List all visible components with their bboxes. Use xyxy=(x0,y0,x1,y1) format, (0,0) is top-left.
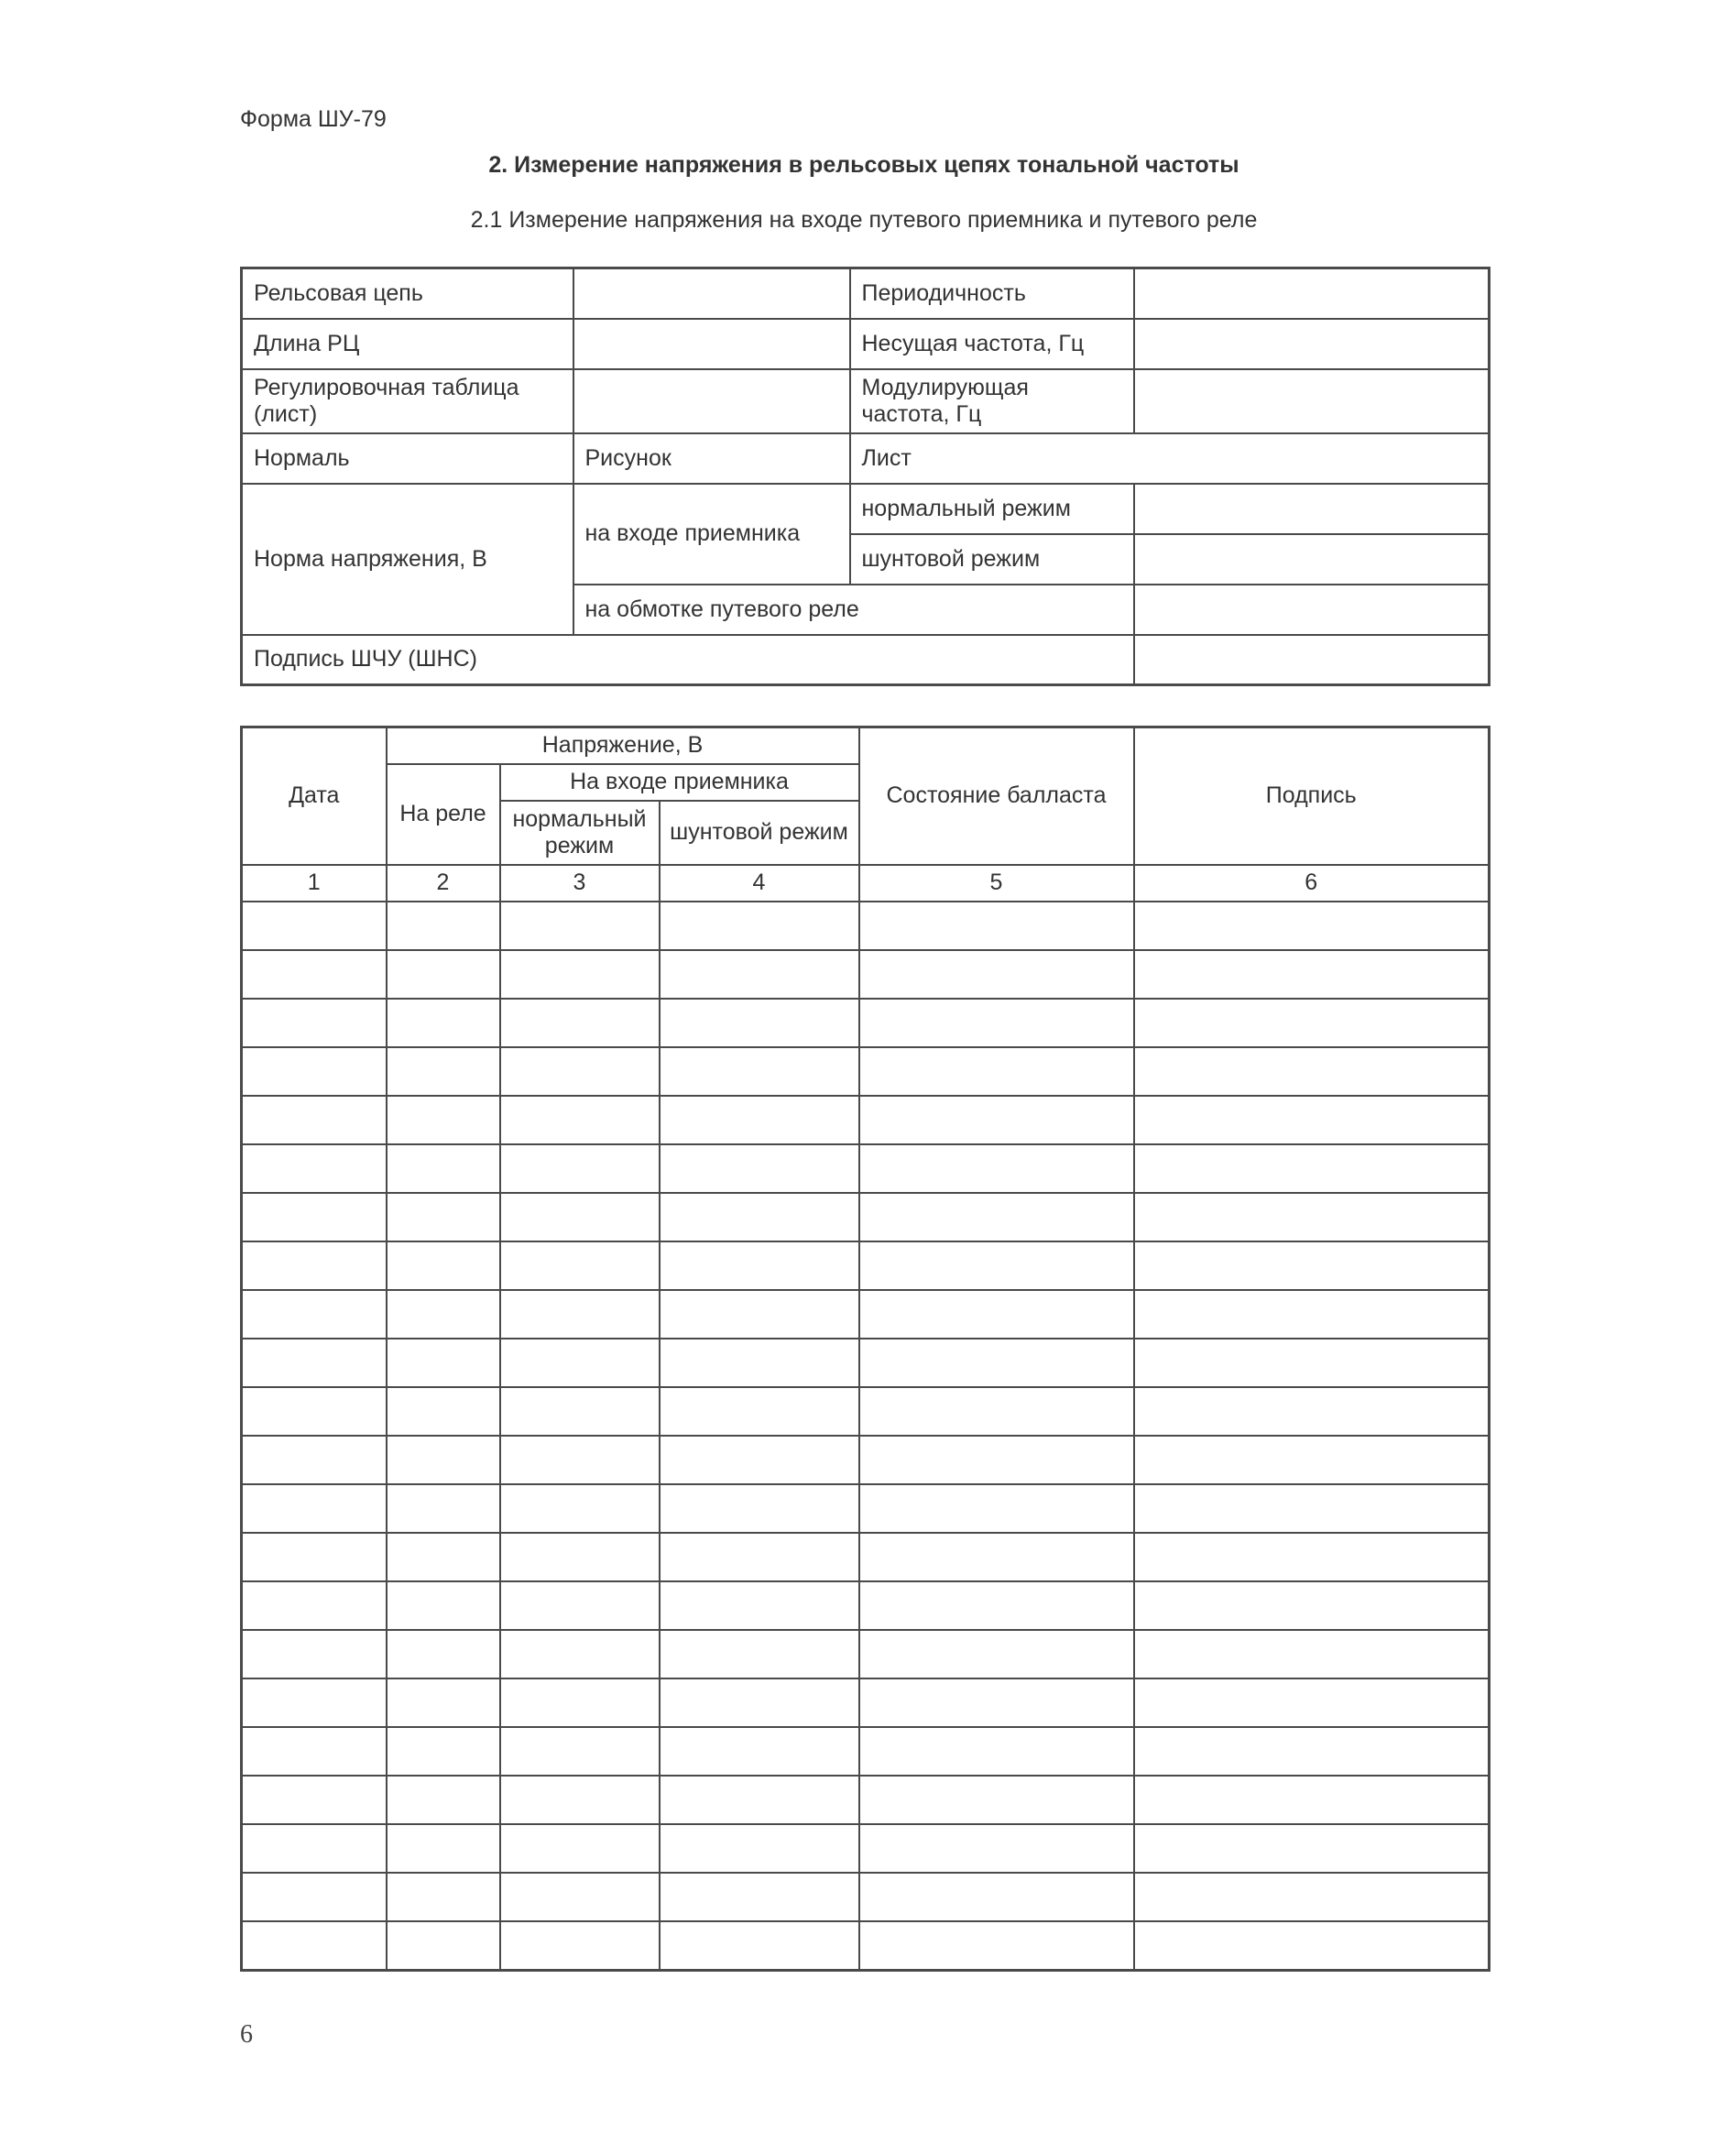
entry-cell[interactable] xyxy=(500,1047,660,1096)
entry-cell[interactable] xyxy=(859,1727,1134,1776)
entry-cell[interactable] xyxy=(1134,1727,1490,1776)
entry-cell[interactable] xyxy=(859,1290,1134,1339)
entry-cell[interactable] xyxy=(1134,1047,1490,1096)
entry-cell[interactable] xyxy=(242,1484,387,1533)
label-rc-length: Длина РЦ xyxy=(242,319,573,369)
entry-cell[interactable] xyxy=(859,1144,1134,1193)
info-table xyxy=(240,267,1490,686)
entry-cell[interactable] xyxy=(859,1241,1134,1290)
column-number: 4 xyxy=(660,865,859,902)
entry-cell[interactable] xyxy=(1134,1776,1490,1824)
entry-cell[interactable] xyxy=(387,1873,500,1921)
entry-cell[interactable] xyxy=(387,1047,500,1096)
field-periodicity[interactable] xyxy=(1134,268,1490,319)
entry-cell[interactable] xyxy=(660,1630,859,1678)
entry-cell[interactable] xyxy=(500,950,660,999)
entry-cell[interactable] xyxy=(500,1678,660,1727)
entry-cell[interactable] xyxy=(242,1533,387,1581)
entry-cell[interactable] xyxy=(387,1241,500,1290)
entry-cell[interactable] xyxy=(500,1921,660,1971)
field-rail-circuit[interactable] xyxy=(573,268,850,319)
field-rc-length[interactable] xyxy=(573,319,850,369)
entry-cell[interactable] xyxy=(242,1144,387,1193)
entry-cell[interactable] xyxy=(387,1776,500,1824)
header-at-receiver-input: На входе приемника xyxy=(500,764,859,801)
entry-cell[interactable] xyxy=(660,950,859,999)
entry-cell[interactable] xyxy=(500,1873,660,1921)
field-normal-mode[interactable] xyxy=(1134,484,1490,534)
header-voltage: Напряжение, В xyxy=(387,727,859,764)
entry-cell[interactable] xyxy=(859,1824,1134,1873)
table-row xyxy=(242,1581,1490,1630)
entry-cell[interactable] xyxy=(660,1921,859,1971)
label-periodicity: Периодичность xyxy=(850,268,1134,319)
field-carrier-frequency[interactable] xyxy=(1134,319,1490,369)
entry-cell[interactable] xyxy=(387,1096,500,1144)
entry-cell[interactable] xyxy=(859,1484,1134,1533)
entry-cell[interactable] xyxy=(387,1144,500,1193)
entry-cell[interactable] xyxy=(660,1241,859,1290)
entry-cell[interactable] xyxy=(242,1241,387,1290)
field-signature-shchu[interactable] xyxy=(1134,635,1490,685)
entry-cell[interactable] xyxy=(387,1533,500,1581)
entry-cell[interactable] xyxy=(500,902,660,950)
column-number: 6 xyxy=(1134,865,1490,902)
entry-cell[interactable] xyxy=(500,1533,660,1581)
entry-cell[interactable] xyxy=(1134,1387,1490,1436)
column-number: 1 xyxy=(242,865,387,902)
entry-cell[interactable] xyxy=(500,1193,660,1241)
entry-cell[interactable] xyxy=(859,1630,1134,1678)
entry-cell[interactable] xyxy=(859,1678,1134,1727)
entry-cell[interactable] xyxy=(387,1678,500,1727)
log-table-body xyxy=(242,902,1490,1971)
entry-cell[interactable] xyxy=(500,1241,660,1290)
entry-cell[interactable] xyxy=(242,999,387,1047)
field-modulating-frequency[interactable] xyxy=(1134,369,1490,433)
entry-cell[interactable] xyxy=(660,1290,859,1339)
entry-cell[interactable] xyxy=(660,1727,859,1776)
entry-cell[interactable] xyxy=(859,1921,1134,1971)
entry-cell[interactable] xyxy=(387,950,500,999)
entry-cell[interactable] xyxy=(660,1387,859,1436)
entry-cell[interactable] xyxy=(500,1630,660,1678)
entry-cell[interactable] xyxy=(387,1484,500,1533)
entry-cell[interactable] xyxy=(660,1533,859,1581)
entry-cell[interactable] xyxy=(660,1339,859,1387)
table-row xyxy=(242,1873,1490,1921)
table-row xyxy=(242,1193,1490,1241)
table-row xyxy=(242,1824,1490,1873)
log-table xyxy=(240,726,1490,1972)
page-title: 2. Измерение напряжения в рельсовых цепях тональной частоты xyxy=(488,152,1239,178)
entry-cell[interactable] xyxy=(500,999,660,1047)
entry-cell[interactable] xyxy=(387,1436,500,1484)
label-carrier-frequency: Несущая частота, Гц xyxy=(850,319,1134,369)
entry-cell[interactable] xyxy=(859,1387,1134,1436)
entry-cell[interactable] xyxy=(242,1630,387,1678)
label-receiver-input: на входе приемника xyxy=(573,484,850,585)
entry-cell[interactable] xyxy=(387,1193,500,1241)
column-number-row xyxy=(242,865,1490,902)
entry-cell[interactable] xyxy=(242,1339,387,1387)
entry-cell[interactable] xyxy=(859,1096,1134,1144)
entry-cell[interactable] xyxy=(242,1581,387,1630)
entry-cell[interactable] xyxy=(387,1921,500,1971)
entry-cell[interactable] xyxy=(242,1873,387,1921)
label-regulation-table: Регулировочная таблица (лист) xyxy=(242,369,573,433)
entry-cell[interactable] xyxy=(387,1290,500,1339)
table-row xyxy=(242,1290,1490,1339)
header-on-relay: На реле xyxy=(387,764,500,865)
entry-cell[interactable] xyxy=(242,902,387,950)
entry-cell[interactable] xyxy=(859,1776,1134,1824)
header-date: Дата xyxy=(242,727,387,865)
entry-cell[interactable] xyxy=(500,1290,660,1339)
entry-cell[interactable] xyxy=(387,1727,500,1776)
entry-cell[interactable] xyxy=(242,950,387,999)
entry-cell[interactable] xyxy=(500,1339,660,1387)
entry-cell[interactable] xyxy=(1134,1096,1490,1144)
header-ballast-state: Состояние балласта xyxy=(859,727,1134,865)
table-row xyxy=(242,1727,1490,1776)
label-modulating-frequency: Модулирующая частота, Гц xyxy=(850,369,1134,433)
entry-cell[interactable] xyxy=(859,1581,1134,1630)
entry-cell[interactable] xyxy=(1134,1144,1490,1193)
label-normal-mode: нормальный режим xyxy=(850,484,1134,534)
table-row xyxy=(242,1096,1490,1144)
entry-cell[interactable] xyxy=(387,1630,500,1678)
table-row xyxy=(242,1533,1490,1581)
column-number: 3 xyxy=(500,865,660,902)
table-row xyxy=(242,1241,1490,1290)
entry-cell[interactable] xyxy=(387,999,500,1047)
field-relay-winding[interactable] xyxy=(1134,585,1490,635)
entry-cell[interactable] xyxy=(387,1824,500,1873)
label-sheet: Лист xyxy=(850,433,1490,484)
entry-cell[interactable] xyxy=(660,1776,859,1824)
table-row xyxy=(242,1339,1490,1387)
entry-cell[interactable] xyxy=(500,1387,660,1436)
entry-cell[interactable] xyxy=(500,1727,660,1776)
label-relay-winding: на обмотке путевого реле xyxy=(573,585,1134,635)
entry-cell[interactable] xyxy=(660,1144,859,1193)
entry-cell[interactable] xyxy=(387,1339,500,1387)
entry-cell[interactable] xyxy=(859,1047,1134,1096)
header-signature: Подпись xyxy=(1134,727,1490,865)
entry-cell[interactable] xyxy=(1134,1436,1490,1484)
entry-cell[interactable] xyxy=(660,1096,859,1144)
entry-cell[interactable] xyxy=(242,1727,387,1776)
label-shunt-mode: шунтовой режим xyxy=(850,534,1134,585)
table-row xyxy=(242,999,1490,1047)
entry-cell[interactable] xyxy=(660,1873,859,1921)
table-row xyxy=(242,902,1490,950)
entry-cell[interactable] xyxy=(660,902,859,950)
column-number: 5 xyxy=(859,865,1134,902)
page-number: 6 xyxy=(240,2020,253,2049)
entry-cell[interactable] xyxy=(1134,1241,1490,1290)
entry-cell[interactable] xyxy=(859,1193,1134,1241)
entry-cell[interactable] xyxy=(500,1096,660,1144)
table-row xyxy=(242,1484,1490,1533)
entry-cell[interactable] xyxy=(242,1193,387,1241)
entry-cell[interactable] xyxy=(1134,1678,1490,1727)
table-row xyxy=(242,1776,1490,1824)
field-shunt-mode[interactable] xyxy=(1134,534,1490,585)
entry-cell[interactable] xyxy=(1134,1533,1490,1581)
section-subtitle: 2.1 Измерение напряжения на входе путевого приемника и путевого реле xyxy=(470,207,1258,233)
entry-cell[interactable] xyxy=(859,1533,1134,1581)
entry-cell[interactable] xyxy=(660,1436,859,1484)
entry-cell[interactable] xyxy=(859,950,1134,999)
entry-cell[interactable] xyxy=(242,1776,387,1824)
column-number: 2 xyxy=(387,865,500,902)
entry-cell[interactable] xyxy=(242,1436,387,1484)
entry-cell[interactable] xyxy=(859,1436,1134,1484)
entry-cell[interactable] xyxy=(859,999,1134,1047)
entry-cell[interactable] xyxy=(242,1096,387,1144)
table-row xyxy=(242,1047,1490,1096)
entry-cell[interactable] xyxy=(242,1387,387,1436)
label-figure: Рисунок xyxy=(573,433,850,484)
table-row xyxy=(242,1678,1490,1727)
entry-cell[interactable] xyxy=(242,1290,387,1339)
table-row xyxy=(242,1921,1490,1971)
entry-cell[interactable] xyxy=(1134,1339,1490,1387)
table-row xyxy=(242,1630,1490,1678)
entry-cell[interactable] xyxy=(859,1339,1134,1387)
entry-cell[interactable] xyxy=(1134,950,1490,999)
table-row xyxy=(242,950,1490,999)
label-rail-circuit: Рельсовая цепь xyxy=(242,268,573,319)
header-shunt-mode: шунтовой режим xyxy=(660,801,859,865)
entry-cell[interactable] xyxy=(500,1581,660,1630)
entry-cell[interactable] xyxy=(660,1193,859,1241)
label-signature-shchu: Подпись ШЧУ (ШНС) xyxy=(242,635,1134,685)
table-row xyxy=(242,1436,1490,1484)
field-regulation-table[interactable] xyxy=(573,369,850,433)
entry-cell[interactable] xyxy=(242,1047,387,1096)
entry-cell[interactable] xyxy=(1134,1824,1490,1873)
entry-cell[interactable] xyxy=(242,1824,387,1873)
label-normal: Нормаль xyxy=(242,433,573,484)
entry-cell[interactable] xyxy=(242,1921,387,1971)
entry-cell[interactable] xyxy=(859,902,1134,950)
entry-cell[interactable] xyxy=(1134,1581,1490,1630)
header-normal-mode: нормальный режим xyxy=(500,801,660,865)
entry-cell[interactable] xyxy=(1134,1873,1490,1921)
entry-cell[interactable] xyxy=(500,1824,660,1873)
entry-cell[interactable] xyxy=(1134,902,1490,950)
entry-cell[interactable] xyxy=(500,1144,660,1193)
entry-cell[interactable] xyxy=(500,1776,660,1824)
entry-cell[interactable] xyxy=(387,1581,500,1630)
entry-cell[interactable] xyxy=(660,1484,859,1533)
entry-cell[interactable] xyxy=(1134,1630,1490,1678)
form-code: Форма ШУ-79 xyxy=(240,106,387,132)
entry-cell[interactable] xyxy=(500,1484,660,1533)
table-row xyxy=(242,1144,1490,1193)
entry-cell[interactable] xyxy=(660,1047,859,1096)
entry-cell[interactable] xyxy=(242,1678,387,1727)
label-voltage-norm: Норма напряжения, В xyxy=(242,484,573,635)
entry-cell[interactable] xyxy=(1134,1290,1490,1339)
entry-cell[interactable] xyxy=(1134,999,1490,1047)
entry-cell[interactable] xyxy=(1134,1921,1490,1971)
entry-cell[interactable] xyxy=(387,1387,500,1436)
entry-cell[interactable] xyxy=(660,1581,859,1630)
entry-cell[interactable] xyxy=(1134,1484,1490,1533)
table-row xyxy=(242,1387,1490,1436)
entry-cell[interactable] xyxy=(387,902,500,950)
entry-cell[interactable] xyxy=(660,1824,859,1873)
entry-cell[interactable] xyxy=(660,999,859,1047)
entry-cell[interactable] xyxy=(660,1678,859,1727)
entry-cell[interactable] xyxy=(859,1873,1134,1921)
entry-cell[interactable] xyxy=(500,1436,660,1484)
entry-cell[interactable] xyxy=(1134,1193,1490,1241)
